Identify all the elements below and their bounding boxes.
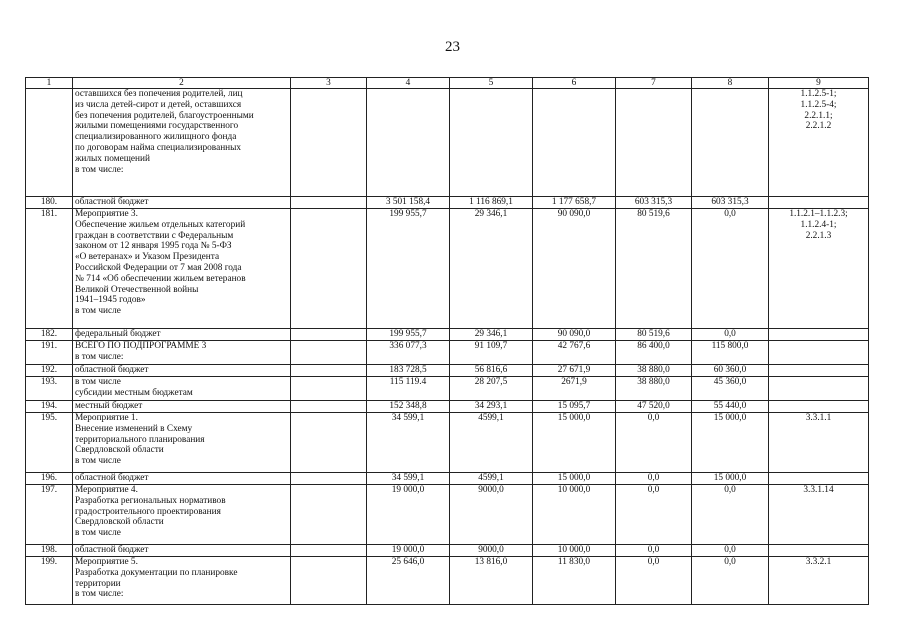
cell-col3 bbox=[291, 197, 367, 209]
row-number: 196. bbox=[26, 473, 73, 485]
table-row bbox=[26, 401, 869, 413]
cell-col9-codes bbox=[769, 473, 869, 485]
cell-col7: 0,0 bbox=[616, 545, 692, 557]
cell-col5: 9000,0 bbox=[450, 545, 533, 557]
cell-col7: 80 519,6 bbox=[616, 329, 692, 341]
cell-col8: 0,0 bbox=[692, 209, 769, 329]
cell-col9-codes: 3.3.2.1 bbox=[769, 557, 869, 605]
cell-col5: 34 293,1 bbox=[450, 401, 533, 413]
cell-col3 bbox=[291, 209, 367, 329]
row-description: оставшихся без попечения родителей, лиц из числа детей-сирот и детей, оставшихся без попечения родителей, благоустроенными жилыми помещениями государственного специализированного жилищного фонда по договорам найма специализированных жилых помещений в том числе: bbox=[73, 89, 291, 197]
cell-col6: 27 671,9 bbox=[533, 365, 616, 377]
table-row bbox=[26, 89, 869, 197]
cell-col4: 3 501 158,4 bbox=[367, 197, 450, 209]
cell-col5: 1 116 869,1 bbox=[450, 197, 533, 209]
cell-col3 bbox=[291, 473, 367, 485]
row-number: 191. bbox=[26, 341, 73, 365]
row-number: 195. bbox=[26, 413, 73, 473]
cell-col8: 603 315,3 bbox=[692, 197, 769, 209]
cell-col3 bbox=[291, 377, 367, 401]
cell-col9-codes: 3.3.1.14 bbox=[769, 485, 869, 545]
cell-col4: 199 955,7 bbox=[367, 329, 450, 341]
row-number: 198. bbox=[26, 545, 73, 557]
row-description: федеральный бюджет bbox=[73, 329, 291, 341]
cell-col6: 42 767,6 bbox=[533, 341, 616, 365]
row-description: Мероприятие 5. Разработка документации по планировке территории в том числе: bbox=[73, 557, 291, 605]
row-number bbox=[26, 89, 73, 197]
column-header-1: 1 bbox=[26, 78, 73, 89]
cell-col6: 15 095,7 bbox=[533, 401, 616, 413]
table-row bbox=[26, 329, 869, 341]
row-description: местный бюджет bbox=[73, 401, 291, 413]
table-row bbox=[26, 341, 869, 365]
cell-col8: 15 000,0 bbox=[692, 473, 769, 485]
table-row bbox=[26, 485, 869, 545]
row-description: ВСЕГО ПО ПОДПРОГРАММЕ 3 в том числе: bbox=[73, 341, 291, 365]
cell-col4: 25 646,0 bbox=[367, 557, 450, 605]
cell-col7: 0,0 bbox=[616, 473, 692, 485]
budget-table bbox=[25, 77, 869, 605]
cell-col5: 56 816,6 bbox=[450, 365, 533, 377]
cell-col3 bbox=[291, 557, 367, 605]
column-header-3: 3 bbox=[291, 78, 367, 89]
row-description: Мероприятие 4. Разработка региональных нормативов градостроительного проектирования Свердловской области в том числе bbox=[73, 485, 291, 545]
cell-col3 bbox=[291, 485, 367, 545]
table-row bbox=[26, 413, 869, 473]
cell-col7: 80 519,6 bbox=[616, 209, 692, 329]
cell-col9-codes bbox=[769, 365, 869, 377]
cell-col3 bbox=[291, 365, 367, 377]
cell-col8: 115 800,0 bbox=[692, 341, 769, 365]
cell-col7: 0,0 bbox=[616, 413, 692, 473]
cell-col3 bbox=[291, 341, 367, 365]
row-description: областной бюджет bbox=[73, 545, 291, 557]
cell-col8: 0,0 bbox=[692, 557, 769, 605]
cell-col4: 19 000,0 bbox=[367, 545, 450, 557]
cell-col5: 29 346,1 bbox=[450, 329, 533, 341]
cell-col3 bbox=[291, 329, 367, 341]
row-description: в том числе субсидии местным бюджетам bbox=[73, 377, 291, 401]
cell-col5: 4599,1 bbox=[450, 473, 533, 485]
cell-col7: 0,0 bbox=[616, 557, 692, 605]
row-description: областной бюджет bbox=[73, 197, 291, 209]
page-number: 23 bbox=[445, 39, 460, 55]
table-row bbox=[26, 197, 869, 209]
row-number: 182. bbox=[26, 329, 73, 341]
cell-col8: 45 360,0 bbox=[692, 377, 769, 401]
cell-col4: 336 077,3 bbox=[367, 341, 450, 365]
column-header-8: 8 bbox=[692, 78, 769, 89]
cell-col7 bbox=[616, 89, 692, 197]
cell-col9-codes bbox=[769, 377, 869, 401]
cell-col4: 199 955,7 bbox=[367, 209, 450, 329]
cell-col6: 10 000,0 bbox=[533, 545, 616, 557]
cell-col3 bbox=[291, 89, 367, 197]
column-header-4: 4 bbox=[367, 78, 450, 89]
column-header-2: 2 bbox=[73, 78, 291, 89]
cell-col8: 55 440,0 bbox=[692, 401, 769, 413]
table-row bbox=[26, 473, 869, 485]
table-row bbox=[26, 557, 869, 605]
table-row bbox=[26, 377, 869, 401]
cell-col4: 34 599,1 bbox=[367, 413, 450, 473]
cell-col7: 0,0 bbox=[616, 485, 692, 545]
cell-col6: 2671,9 bbox=[533, 377, 616, 401]
row-description: областной бюджет bbox=[73, 365, 291, 377]
table-row bbox=[26, 545, 869, 557]
cell-col8: 0,0 bbox=[692, 329, 769, 341]
column-header-6: 6 bbox=[533, 78, 616, 89]
cell-col8: 15 000,0 bbox=[692, 413, 769, 473]
row-number: 194. bbox=[26, 401, 73, 413]
cell-col7: 47 520,0 bbox=[616, 401, 692, 413]
column-header-5: 5 bbox=[450, 78, 533, 89]
cell-col7: 38 880,0 bbox=[616, 377, 692, 401]
table-body bbox=[26, 89, 869, 605]
cell-col9-codes bbox=[769, 197, 869, 209]
row-number: 192. bbox=[26, 365, 73, 377]
row-number: 180. bbox=[26, 197, 73, 209]
cell-col9-codes bbox=[769, 341, 869, 365]
cell-col3 bbox=[291, 545, 367, 557]
cell-col3 bbox=[291, 401, 367, 413]
cell-col9-codes bbox=[769, 329, 869, 341]
cell-col8: 60 360,0 bbox=[692, 365, 769, 377]
cell-col6: 10 000,0 bbox=[533, 485, 616, 545]
column-header-9: 9 bbox=[769, 78, 869, 89]
cell-col8 bbox=[692, 89, 769, 197]
cell-col4: 19 000,0 bbox=[367, 485, 450, 545]
cell-col4: 152 348,8 bbox=[367, 401, 450, 413]
header-row bbox=[26, 78, 869, 89]
cell-col3 bbox=[291, 413, 367, 473]
row-description: Мероприятие 1. Внесение изменений в Схему территориального планирования Свердловской области в том числе bbox=[73, 413, 291, 473]
row-description: областной бюджет bbox=[73, 473, 291, 485]
cell-col5: 9000,0 bbox=[450, 485, 533, 545]
cell-col6: 90 090,0 bbox=[533, 329, 616, 341]
cell-col4: 115 119.4 bbox=[367, 377, 450, 401]
cell-col5: 28 207,5 bbox=[450, 377, 533, 401]
row-description: Мероприятие 3. Обеспечение жильем отдельных категорий граждан в соответствии с Федеральным законом от 12 января 1995 года № 5-ФЗ «О ветеранах» и Указом Президента Российской Федерации от 7 мая 2008 года № 714 «Об обеспечении жильем ветеранов Великой Отечественной войны 1941–1945 годов» в том числе bbox=[73, 209, 291, 329]
cell-col5: 29 346,1 bbox=[450, 209, 533, 329]
cell-col7: 603 315,3 bbox=[616, 197, 692, 209]
row-number: 181. bbox=[26, 209, 73, 329]
cell-col9-codes bbox=[769, 401, 869, 413]
table-row bbox=[26, 365, 869, 377]
cell-col5: 91 109,7 bbox=[450, 341, 533, 365]
row-number: 197. bbox=[26, 485, 73, 545]
cell-col6 bbox=[533, 89, 616, 197]
cell-col7: 86 400,0 bbox=[616, 341, 692, 365]
cell-col8: 0,0 bbox=[692, 485, 769, 545]
table-header bbox=[26, 78, 869, 89]
cell-col9-codes: 3.3.1.1 bbox=[769, 413, 869, 473]
cell-col5 bbox=[450, 89, 533, 197]
cell-col5: 4599,1 bbox=[450, 413, 533, 473]
cell-col6: 11 830,0 bbox=[533, 557, 616, 605]
cell-col5: 13 816,0 bbox=[450, 557, 533, 605]
cell-col9-codes bbox=[769, 545, 869, 557]
row-number: 193. bbox=[26, 377, 73, 401]
cell-col4 bbox=[367, 89, 450, 197]
cell-col9-codes: 1.1.2.1–1.1.2.3; 1.1.2.4-1; 2.2.1.3 bbox=[769, 209, 869, 329]
cell-col6: 15 000,0 bbox=[533, 473, 616, 485]
cell-col4: 183 728,5 bbox=[367, 365, 450, 377]
column-header-7: 7 bbox=[616, 78, 692, 89]
cell-col4: 34 599,1 bbox=[367, 473, 450, 485]
table-row bbox=[26, 209, 869, 329]
cell-col7: 38 880,0 bbox=[616, 365, 692, 377]
row-number: 199. bbox=[26, 557, 73, 605]
cell-col9-codes: 1.1.2.5-1; 1.1.2.5-4; 2.2.1.1; 2.2.1.2 bbox=[769, 89, 869, 197]
cell-col6: 15 000,0 bbox=[533, 413, 616, 473]
cell-col8: 0,0 bbox=[692, 545, 769, 557]
cell-col6: 1 177 658,7 bbox=[533, 197, 616, 209]
cell-col6: 90 090,0 bbox=[533, 209, 616, 329]
